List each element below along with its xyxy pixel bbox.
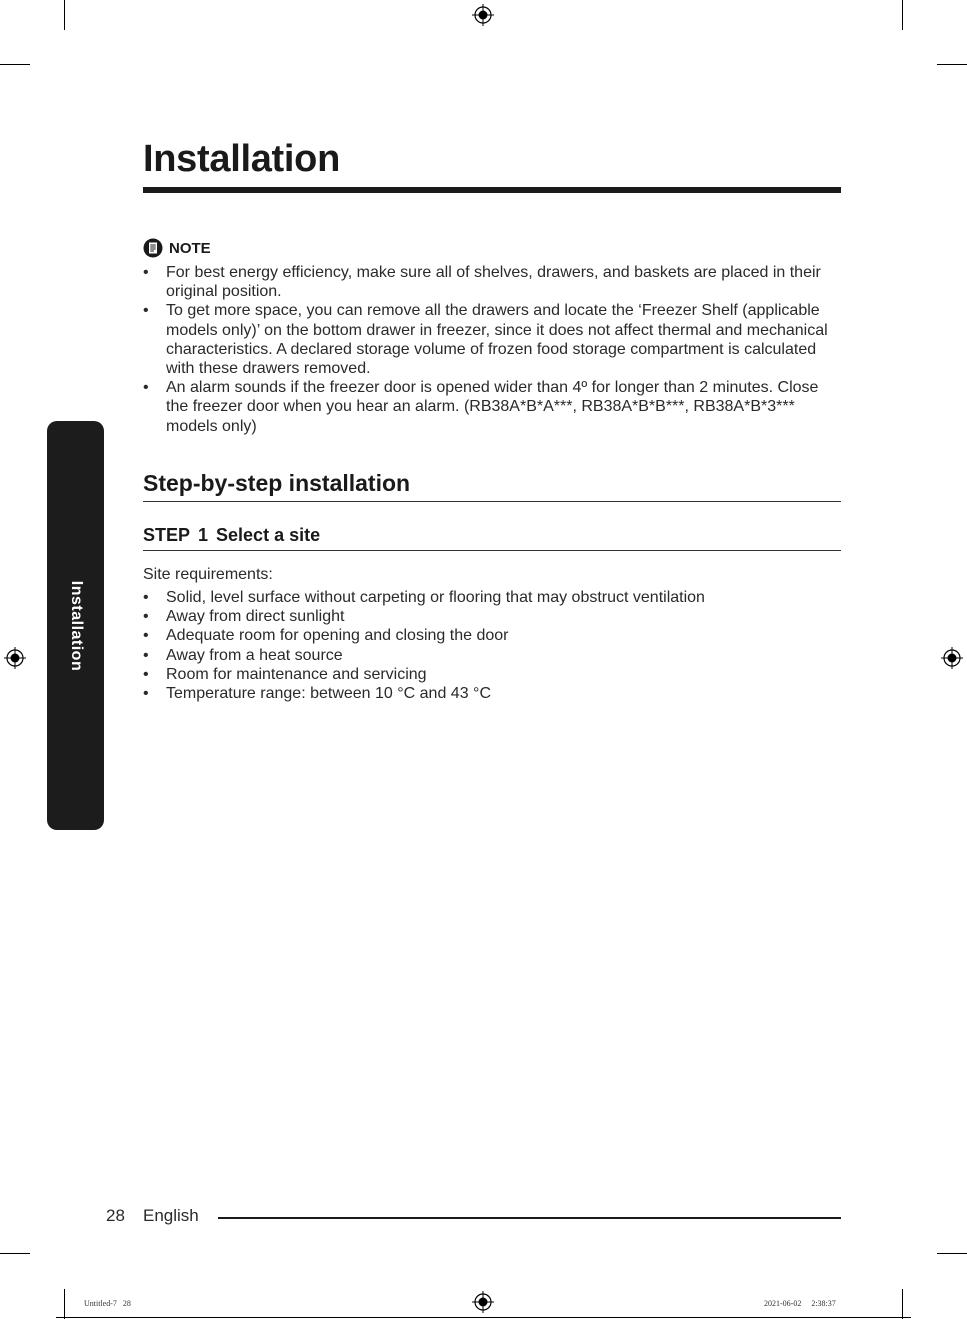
print-slug-left: Untitled-7 28 (84, 1299, 131, 1308)
page-title: Installation (143, 138, 340, 180)
registration-mark-icon (941, 647, 963, 669)
note-heading (143, 237, 211, 259)
requirements-intro: Site requirements: (143, 566, 273, 583)
registration-mark-icon (4, 647, 26, 669)
list-item: • Room for maintenance and servicing (143, 665, 843, 684)
step-prefix: STEP (143, 525, 191, 545)
title-divider (143, 187, 841, 193)
footer-divider (218, 1217, 841, 1219)
crop-mark (64, 0, 65, 30)
section-divider (143, 501, 841, 502)
registration-mark-icon (472, 4, 494, 26)
slug-rule (56, 1317, 911, 1318)
list-item: • An alarm sounds if the freezer door is opened wider than 4º for longer than 2 minutes. Close the freezer door when you hear an alarm. (RB38A*B*A***, RB38A*B*B***, RB38A*B*3*** models only) (143, 378, 843, 436)
step-heading (143, 525, 320, 546)
list-item: • Away from direct sunlight (143, 607, 843, 626)
list-item: • Away from a heat source (143, 646, 843, 665)
crop-mark (0, 64, 30, 65)
note-label: NOTE (169, 239, 211, 257)
list-item: • For best energy efficiency, make sure all of shelves, drawers, and baskets are placed in their original position. (143, 263, 843, 301)
side-tab (47, 421, 104, 830)
list-item: • Adequate room for opening and closing the door (143, 626, 843, 645)
list-item: • Temperature range: between 10 °C and 43 °C (143, 684, 843, 703)
requirements-list (143, 588, 843, 703)
note-icon (143, 238, 163, 258)
crop-mark (902, 0, 903, 30)
side-tab-label: Installation (67, 580, 85, 671)
list-item: • To get more space, you can remove all the drawers and locate the ‘Freezer Shelf (applicable models only)’ on the bottom drawer in freezer, since it does not affect thermal and mechanical characteristics. A declared storage volume of frozen food storage compartment is calculated with these drawers removed. (143, 301, 843, 378)
registration-mark-icon (472, 1291, 494, 1313)
crop-mark (64, 1289, 65, 1319)
crop-mark (902, 1289, 903, 1319)
print-slug-right: 2021-06-02 2:38:37 (764, 1299, 836, 1308)
page-number: 28 (106, 1206, 125, 1225)
note-list (143, 263, 843, 436)
step-number: 1 (198, 525, 209, 545)
crop-mark (937, 1253, 967, 1254)
crop-mark (0, 1253, 30, 1254)
section-title: Step-by-step installation (143, 470, 411, 496)
step-divider (143, 550, 841, 551)
crop-mark (937, 64, 967, 65)
footer-language: English (143, 1206, 199, 1225)
list-item: • Solid, level surface without carpeting or flooring that may obstruct ventilation (143, 588, 843, 607)
step-label: Select a site (216, 525, 321, 545)
